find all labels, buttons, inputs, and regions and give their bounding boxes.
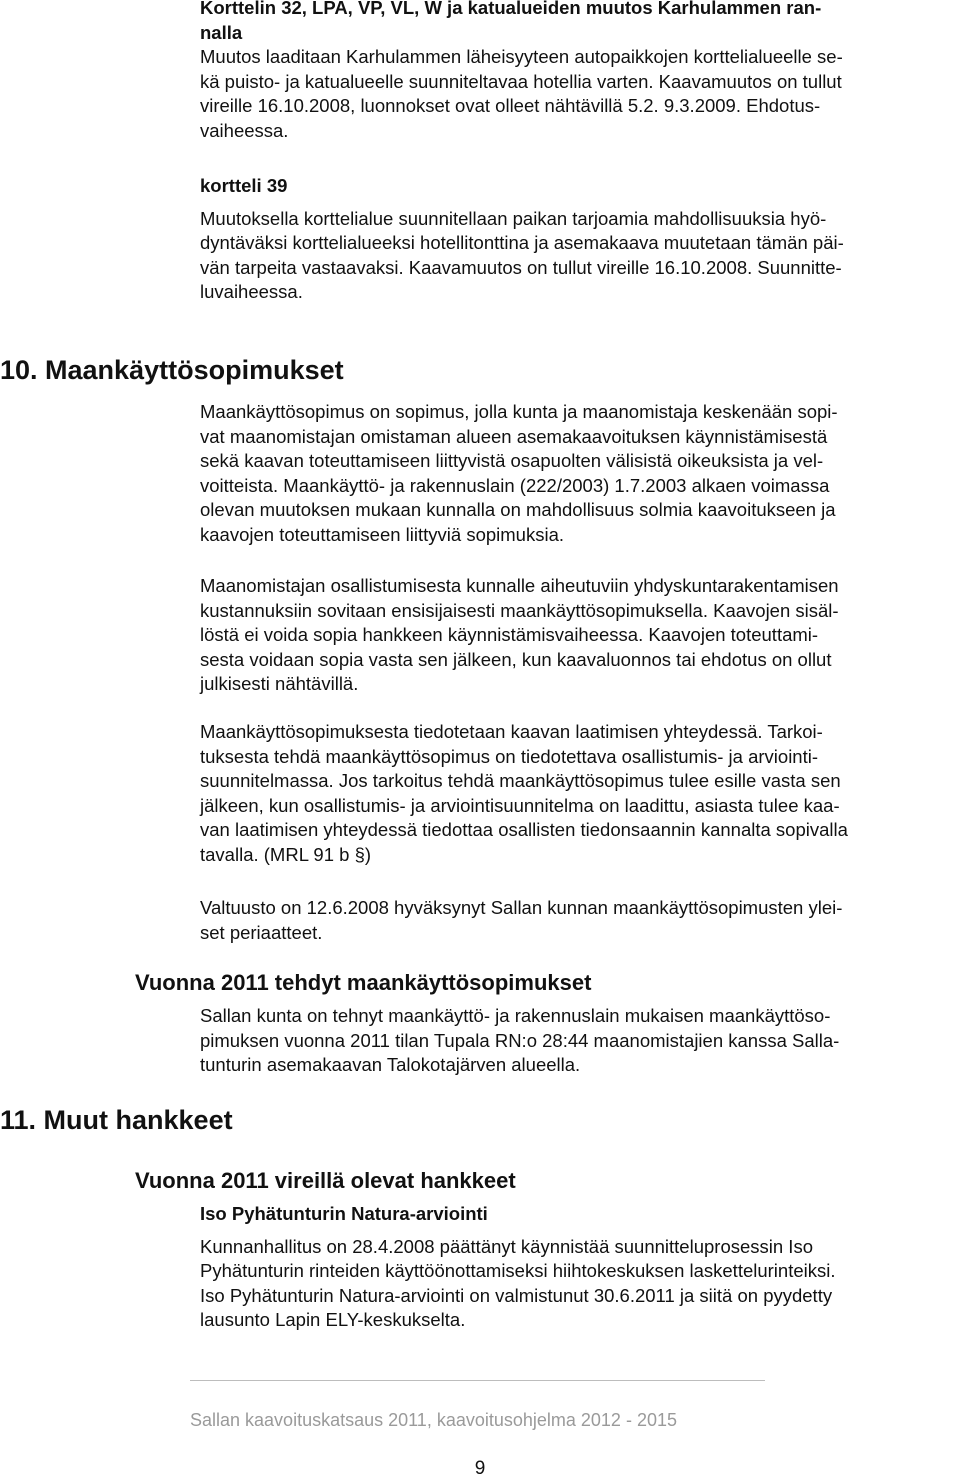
body-line: Maankäyttösopimuksesta tiedotetaan kaavan laatimisen yhteydessä. Tarkoi- (200, 721, 823, 742)
body-line: vän tarpeita vastaavaksi. Kaavamuutos on tullut vireille 16.10.2008. Suunnitte- (200, 256, 842, 278)
body-line: julkisesti nähtävillä. (200, 673, 359, 695)
body-line: sekä kaavan toteuttamiseen liittyvistä osapuolten välisistä oikeuksista ja vel- (200, 450, 824, 472)
body-line: tavalla. (MRL 91 b §) (200, 843, 372, 865)
body-line: kä puisto- ja katualueelle suunniteltavaa hotellia varten. Kaavamuutos on tullut (200, 70, 842, 92)
body-line: Maanomistajan osallistumisesta kunnalle aiheutuviin yhdyskuntarakentamisen (200, 575, 839, 596)
subsection-heading: Vuonna 2011 vireillä olevat hankkeet (135, 1168, 516, 1193)
section-title: nalla (200, 21, 243, 43)
body-line: dyntäväksi korttelialueeksi hotellitonttina ja asemakaava muutetaan tämän päi- (200, 232, 844, 254)
subsection-body (200, 1004, 945, 1078)
body-line: Iso Pyhätunturin Natura-arviointi on valmistunut 30.6.2011 ja siitä on pyydetty (200, 1284, 833, 1306)
section-10-paragraph-3 (200, 720, 945, 868)
body-line: Valtuusto on 12.6.2008 hyväksynyt Sallan kunnan maankäyttösopimusten ylei- (200, 897, 843, 918)
body-line: lausunto Lapin ELY-keskukselta. (200, 1309, 466, 1331)
section-title: Korttelin 32, LPA, VP, VL, W ja katualueiden muutos Karhulammen ran- (200, 0, 822, 18)
body-line: vaiheessa. (200, 119, 289, 141)
body-line: Kunnanhallitus on 28.4.2008 päättänyt käynnistää suunnitteluprosessin Iso (200, 1235, 813, 1257)
body-line: van laatimisen yhteydessä tiedottaa osallisten tiedonsaannin kannalta sopivalla (200, 819, 848, 841)
section-kortteli39 (200, 174, 945, 305)
section-korttelin32 (200, 0, 945, 144)
body-line: Sallan kunta on tehnyt maankäyttö- ja rakennuslain mukaisen maankäyttöso- (200, 1005, 831, 1026)
section-title: kortteli 39 (200, 175, 288, 196)
body-line: tunturin asemakaavan Talokotajärven alueella. (200, 1054, 581, 1076)
body-line: voitteista. Maankäyttö- ja rakennuslain (222/2003) 1.7.2003 alkaen voimassa (200, 474, 830, 496)
section-10-heading: 10. Maankäyttösopimukset (0, 355, 344, 385)
item-title: Iso Pyhätunturin Natura-arviointi (200, 1203, 488, 1224)
body-line: jälkeen, kun osallistumis- ja arviointisuunnitelma on laadittu, asiasta tulee kaa- (200, 794, 840, 816)
body-line: löstä ei voida sopia hankkeen käynnistämisvaiheessa. Kaavojen toteuttami- (200, 624, 819, 646)
body-line: suunnitelmassa. Jos tarkoitus tehdä maankäyttösopimus tulee esille vasta sen (200, 770, 841, 792)
section-10-paragraph-1 (200, 400, 945, 548)
body-line: pimuksen vuonna 2011 tilan Tupala RN:o 28:44 maanomistajien kanssa Salla- (200, 1029, 840, 1051)
body-line: olevan muutoksen mukaan kunnalla on mahdollisuus solmia kaavoitukseen ja (200, 499, 836, 521)
footer-divider (190, 1380, 765, 1381)
subsection-heading: Vuonna 2011 tehdyt maankäyttösopimukset (135, 970, 592, 995)
body-line: vat maanomistajan omistaman alueen asemakaavoituksen käynnistämisestä (200, 425, 828, 447)
page-number: 9 (474, 1458, 486, 1479)
body-line: sesta voidaan sopia vasta sen jälkeen, kun kaavaluonnos tai ehdotus on ollut (200, 648, 832, 670)
item-block (200, 1202, 945, 1333)
body-line: vireille 16.10.2008, luonnokset ovat olleet nähtävillä 5.2. 9.3.2009. Ehdotus- (200, 95, 821, 117)
section-10-paragraph-2 (200, 574, 945, 697)
footer-text: Sallan kaavoituskatsaus 2011, kaavoitusohjelma 2012 - 2015 (190, 1410, 677, 1430)
body-line: tuksesta tehdä maankäyttösopimus on tiedotettava osallistumis- ja arviointi- (200, 745, 818, 767)
body-line: kaavojen toteuttamiseen liittyviä sopimuksia. (200, 523, 565, 545)
body-line: Muutos laaditaan Karhulammen läheisyyteen autopaikkojen korttelialueelle se- (200, 46, 843, 68)
section-11-heading: 11. Muut hankkeet (0, 1105, 233, 1135)
body-line: luvaiheessa. (200, 281, 303, 303)
body-line: kustannuksiin sovitaan ensisijaisesti maankäyttösopimuksella. Kaavojen sisäl- (200, 599, 839, 621)
body-line: Maankäyttösopimus on sopimus, jolla kunta ja maanomistaja keskenään sopi- (200, 401, 838, 422)
body-line: Muutoksella korttelialue suunnitellaan paikan tarjoamia mahdollisuuksia hyö- (200, 207, 827, 229)
section-10-paragraph-4 (200, 896, 945, 945)
body-line: set periaatteet. (200, 921, 323, 943)
body-line: Pyhätunturin rinteiden käyttöönottamiseksi hiihtokeskuksen laskettelurinteiksi. (200, 1260, 836, 1282)
